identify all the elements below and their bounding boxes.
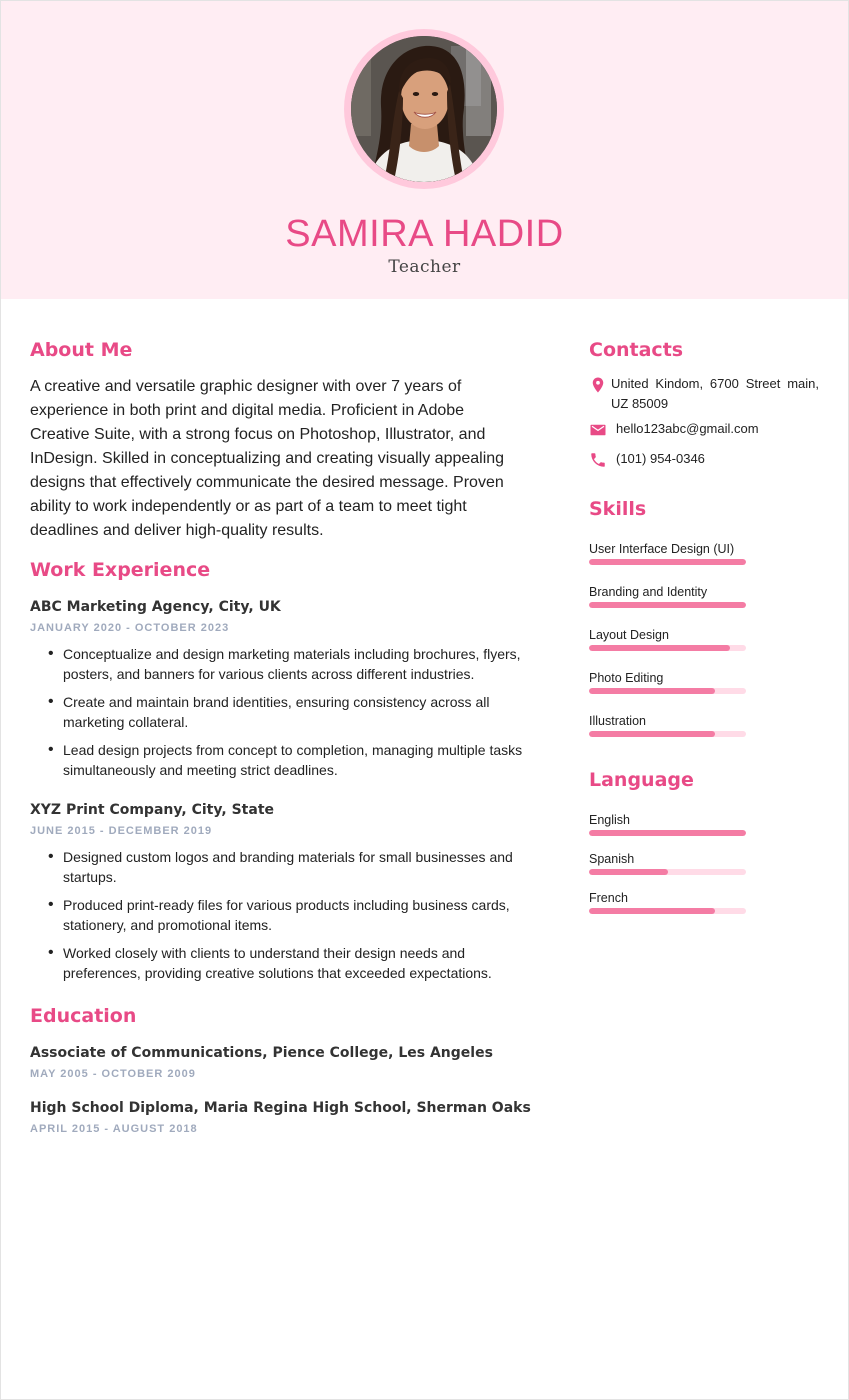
skill-bar (589, 731, 746, 737)
skill-label: User Interface Design (UI) (589, 542, 735, 556)
contact-address-text: United Kindom, 6700 Street main, UZ 85009 (611, 376, 819, 411)
language-bar-fill (589, 869, 668, 875)
language-item (589, 852, 746, 875)
language-title: Language (589, 769, 694, 791)
job-bullet: • Conceptualize and design marketing materials including brochures, flyers, posters, and banners for various clients across different industries. (30, 644, 530, 684)
skill-bar (589, 602, 746, 608)
job-entry (30, 599, 530, 788)
contact-email[interactable] (589, 419, 819, 439)
job-bullets (30, 644, 530, 780)
phone-icon (589, 451, 607, 469)
contact-phone-text: (101) 954-0346 (616, 451, 705, 466)
skill-item (589, 585, 746, 608)
skill-bar-fill (589, 559, 746, 565)
skill-item (589, 628, 746, 651)
skill-bar (589, 559, 746, 565)
language-bar (589, 908, 746, 914)
location-pin-icon (589, 376, 607, 394)
skill-item (589, 714, 746, 737)
mail-icon (589, 421, 607, 439)
contacts-title: Contacts (589, 339, 684, 361)
job-bullet: • Create and maintain brand identities, ensuring consistency across all marketing collateral. (30, 692, 530, 732)
about-text: A creative and versatile graphic designer with over 7 years of experience in both print and digital media. Proficient in Adobe Creative Suite, with a strong focus on Photoshop, Illustrator, and InDesign. Skilled in conceptualizing and creating visually appealing designs that effectively communicate the desired message. Proven ability to work independently or as part of a team to meet tight deadlines and deliver high-quality results. (30, 378, 505, 539)
language-bar-fill (589, 908, 715, 914)
language-bar (589, 869, 746, 875)
skill-bar-fill (589, 688, 715, 694)
skill-bar (589, 645, 746, 651)
profile-photo-frame (344, 29, 504, 189)
about-title: About Me (30, 339, 133, 361)
job-date: JANUARY 2020 - OCTOBER 2023 (30, 622, 230, 634)
job-title: ABC Marketing Agency, City, UK (30, 599, 281, 615)
skill-item (589, 671, 746, 694)
skill-label: Layout Design (589, 628, 669, 642)
skill-bar-fill (589, 602, 746, 608)
education-date: APRIL 2015 - AUGUST 2018 (30, 1123, 198, 1135)
job-bullet: • Designed custom logos and branding materials for small businesses and startups. (30, 847, 530, 887)
skill-bar-fill (589, 645, 730, 651)
job-bullet: • Lead design projects from concept to completion, managing multiple tasks simultaneously and meeting strict deadlines. (30, 740, 530, 780)
skill-bar-fill (589, 731, 715, 737)
language-bar (589, 830, 746, 836)
skill-label: Illustration (589, 714, 646, 728)
skill-label: Photo Editing (589, 671, 664, 685)
language-label: French (589, 891, 628, 905)
job-title: XYZ Print Company, City, State (30, 802, 275, 818)
job-bullet: • Produced print-ready files for various products including business cards, stationery, and promotional items. (30, 895, 530, 935)
work-experience-title: Work Experience (30, 559, 211, 581)
contact-phone[interactable] (589, 449, 819, 469)
language-bar-fill (589, 830, 746, 836)
education-title: Education (30, 1005, 137, 1027)
candidate-role: Teacher (388, 257, 461, 277)
contact-email-text: hello123abc@gmail.com (616, 421, 759, 436)
candidate-name: SAMIRA HADID (285, 213, 564, 255)
skill-label: Branding and Identity (589, 585, 708, 599)
education-entry (30, 1100, 550, 1135)
job-bullets (30, 847, 530, 983)
contact-address (589, 374, 819, 414)
skills-title: Skills (589, 498, 647, 520)
header-banner (1, 1, 848, 299)
language-label: Spanish (589, 852, 635, 866)
language-item (589, 813, 746, 836)
education-degree: Associate of Communications, Pience College, Les Angeles (30, 1045, 493, 1061)
education-date: MAY 2005 - OCTOBER 2009 (30, 1068, 196, 1080)
education-entry (30, 1045, 550, 1080)
job-bullet: • Worked closely with clients to understand their design needs and preferences, providing creative solutions that exceeded expectations. (30, 943, 530, 983)
skill-bar (589, 688, 746, 694)
education-degree: High School Diploma, Maria Regina High School, Sherman Oaks (30, 1100, 531, 1116)
job-date: JUNE 2015 - DECEMBER 2019 (30, 825, 213, 837)
job-entry (30, 802, 530, 991)
language-label: English (589, 813, 630, 827)
language-item (589, 891, 746, 914)
skill-item (589, 542, 746, 565)
profile-photo (351, 36, 497, 182)
